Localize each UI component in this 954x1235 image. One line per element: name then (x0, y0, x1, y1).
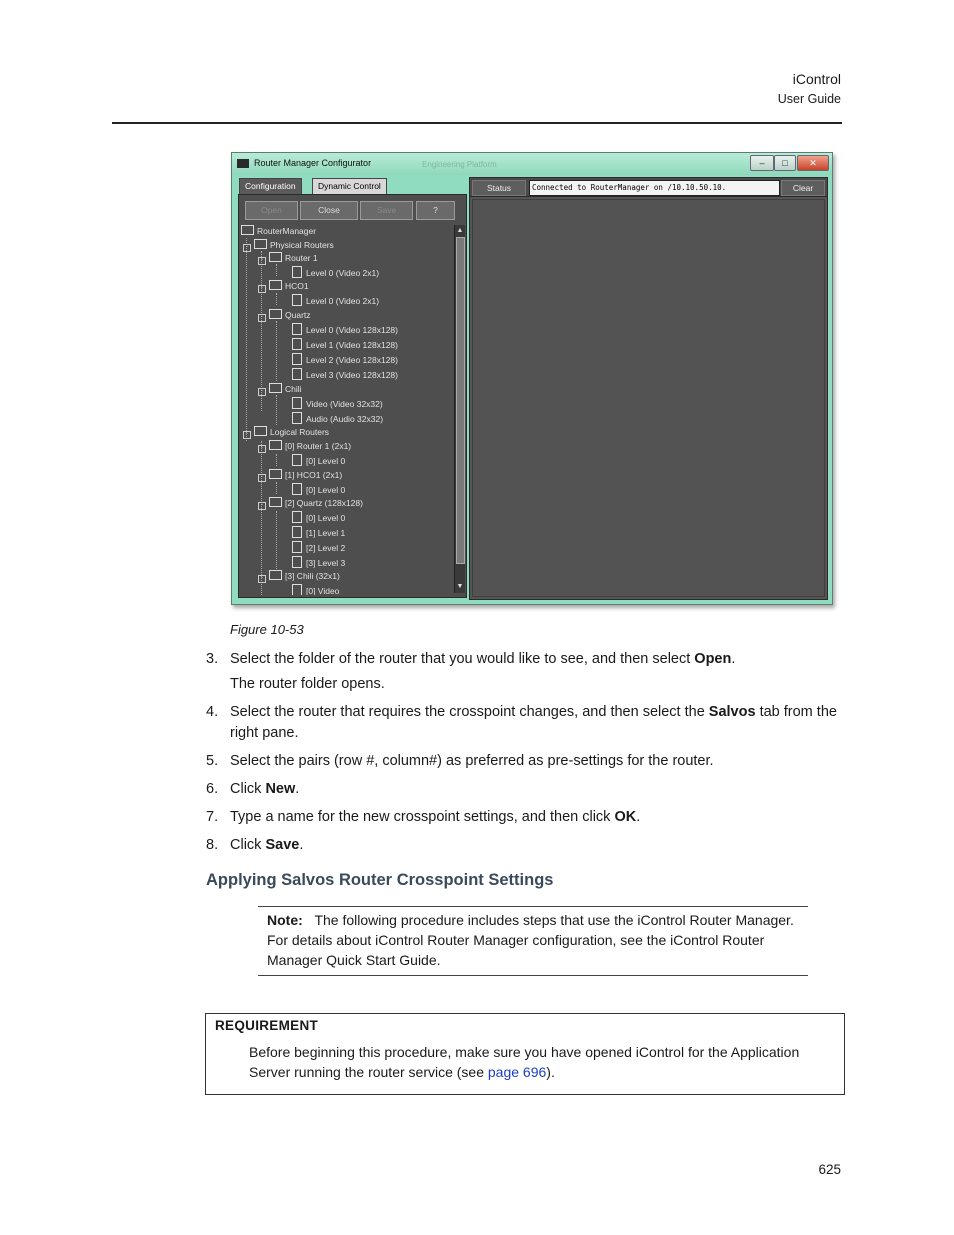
folder-icon (269, 570, 282, 580)
status-bar (470, 178, 827, 197)
router-tree (241, 225, 453, 595)
header-subtitle: User Guide (777, 92, 841, 106)
file-icon (292, 338, 302, 350)
close-button[interactable]: Close (300, 201, 358, 220)
tree-leaf[interactable]: [0] Video (292, 584, 339, 595)
note-label: Note: (267, 912, 303, 928)
tree-leaf[interactable]: Level 0 (Video 2x1) (292, 294, 379, 307)
file-icon (292, 266, 302, 278)
save-button[interactable]: Save (360, 201, 413, 220)
folder-icon (254, 426, 267, 436)
tree-leaf[interactable]: Level 0 (Video 2x1) (292, 266, 379, 279)
help-button[interactable]: ? (416, 201, 455, 220)
folder-icon (269, 280, 282, 290)
tree-leaf[interactable]: Level 1 (Video 128x128) (292, 338, 398, 351)
tree-leaf[interactable]: [0] Level 0 (292, 483, 345, 496)
status-label: Status (472, 180, 526, 196)
clear-button[interactable]: Clear (781, 180, 825, 196)
tab-configuration[interactable]: Configuration (239, 178, 302, 195)
file-icon (292, 454, 302, 466)
folder-icon (269, 440, 282, 450)
tree-node[interactable]: - Quartz (258, 309, 311, 322)
file-icon (292, 541, 302, 553)
tree-scrollbar[interactable] (454, 225, 465, 593)
folder-icon (269, 469, 282, 479)
maximize-button[interactable]: □ (774, 155, 796, 171)
collapse-icon[interactable]: - (258, 388, 266, 396)
tab-dynamic-control[interactable]: Dynamic Control (312, 178, 387, 195)
collapse-icon[interactable]: - (258, 445, 266, 453)
scroll-down-icon[interactable]: ▼ (456, 583, 464, 590)
file-icon (292, 511, 302, 523)
configuration-panel-body (238, 194, 467, 598)
folder-icon (254, 239, 267, 249)
tree-node[interactable]: - [0] Router 1 (2x1) (258, 440, 351, 453)
window-titlebar (232, 153, 832, 175)
window-title: Router Manager Configurator (254, 158, 372, 168)
requirement-box: REQUIREMENT Before beginning this procedure, make sure you have opened iControl for the Application Server running the router service (see page 696). (205, 1013, 845, 1095)
open-button[interactable]: Open (245, 201, 298, 220)
folder-icon (241, 225, 254, 235)
status-field: Connected to RouterManager on /10.10.50.10. (529, 180, 780, 196)
configuration-panel (238, 177, 465, 596)
collapse-icon[interactable]: - (258, 314, 266, 322)
tree-leaf[interactable]: Video (Video 32x32) (292, 397, 383, 410)
collapse-icon[interactable]: - (243, 431, 251, 439)
background-window-title: Engineering Platform (422, 160, 497, 169)
tree-leaf[interactable]: [1] Level 1 (292, 526, 345, 539)
file-icon (292, 353, 302, 365)
file-icon (292, 294, 302, 306)
file-icon (292, 556, 302, 568)
tree-node[interactable]: - [3] Chili (32x1) (258, 570, 340, 583)
collapse-icon[interactable]: - (258, 575, 266, 583)
file-icon (292, 368, 302, 380)
file-icon (292, 397, 302, 409)
close-window-button[interactable]: ✕ (797, 155, 829, 171)
tree-node[interactable]: - HCO1 (258, 280, 309, 293)
tree-node[interactable]: - Logical Routers (243, 426, 329, 439)
tree-leaf[interactable]: Level 3 (Video 128x128) (292, 368, 398, 381)
scroll-up-icon[interactable]: ▲ (456, 227, 464, 234)
file-icon (292, 483, 302, 495)
collapse-icon[interactable]: - (258, 474, 266, 482)
router-manager-window-screenshot (231, 152, 833, 605)
tree-leaf[interactable]: [0] Level 0 (292, 454, 345, 467)
page-link[interactable]: page 696 (487, 1064, 547, 1080)
tree-node[interactable]: - Physical Routers (243, 239, 334, 252)
page-number: 625 (818, 1162, 841, 1177)
note-box (258, 906, 808, 976)
minimize-button[interactable]: – (750, 155, 774, 171)
section-heading: Applying Salvos Router Crosspoint Settings (206, 871, 554, 889)
tree-leaf[interactable]: [2] Level 2 (292, 541, 345, 554)
tree-leaf[interactable]: Level 0 (Video 128x128) (292, 323, 398, 336)
folder-icon (269, 383, 282, 393)
folder-icon (269, 252, 282, 262)
folder-icon (269, 309, 282, 319)
file-icon (292, 584, 302, 595)
right-pane-content (472, 199, 825, 597)
collapse-icon[interactable]: - (243, 244, 251, 252)
header-rule (112, 122, 842, 124)
file-icon (292, 526, 302, 538)
note-text: The following procedure includes steps that use the iControl Router Manager. For details about iControl Router Manager configuration, see the iControl Router Manager Quick Start Guide. (267, 912, 794, 968)
file-icon (292, 323, 302, 335)
tree-leaf[interactable]: Level 2 (Video 128x128) (292, 353, 398, 366)
requirement-title: REQUIREMENT (215, 1018, 319, 1033)
app-icon (237, 159, 249, 168)
header-title: iControl (792, 71, 841, 87)
tree-node[interactable]: - [1] HCO1 (2x1) (258, 469, 342, 482)
folder-icon (269, 497, 282, 507)
tree-leaf[interactable]: [3] Level 3 (292, 556, 345, 569)
collapse-icon[interactable]: - (258, 257, 266, 265)
collapse-icon[interactable]: - (258, 285, 266, 293)
step-result: The router folder opens. (230, 676, 385, 692)
tree-node[interactable]: - Router 1 (258, 252, 318, 265)
tree-leaf[interactable]: Audio (Audio 32x32) (292, 412, 383, 425)
dynamic-control-panel (469, 177, 828, 600)
tree-node[interactable]: - Chili (258, 383, 302, 396)
tree-node[interactable]: RouterManager (241, 225, 316, 238)
tree-node[interactable]: - [2] Quartz (128x128) (258, 497, 363, 510)
figure-caption: Figure 10-53 (230, 622, 304, 637)
tree-leaf[interactable]: [0] Level 0 (292, 511, 345, 524)
collapse-icon[interactable]: - (258, 502, 266, 510)
scrollbar-thumb[interactable] (456, 237, 465, 564)
file-icon (292, 412, 302, 424)
